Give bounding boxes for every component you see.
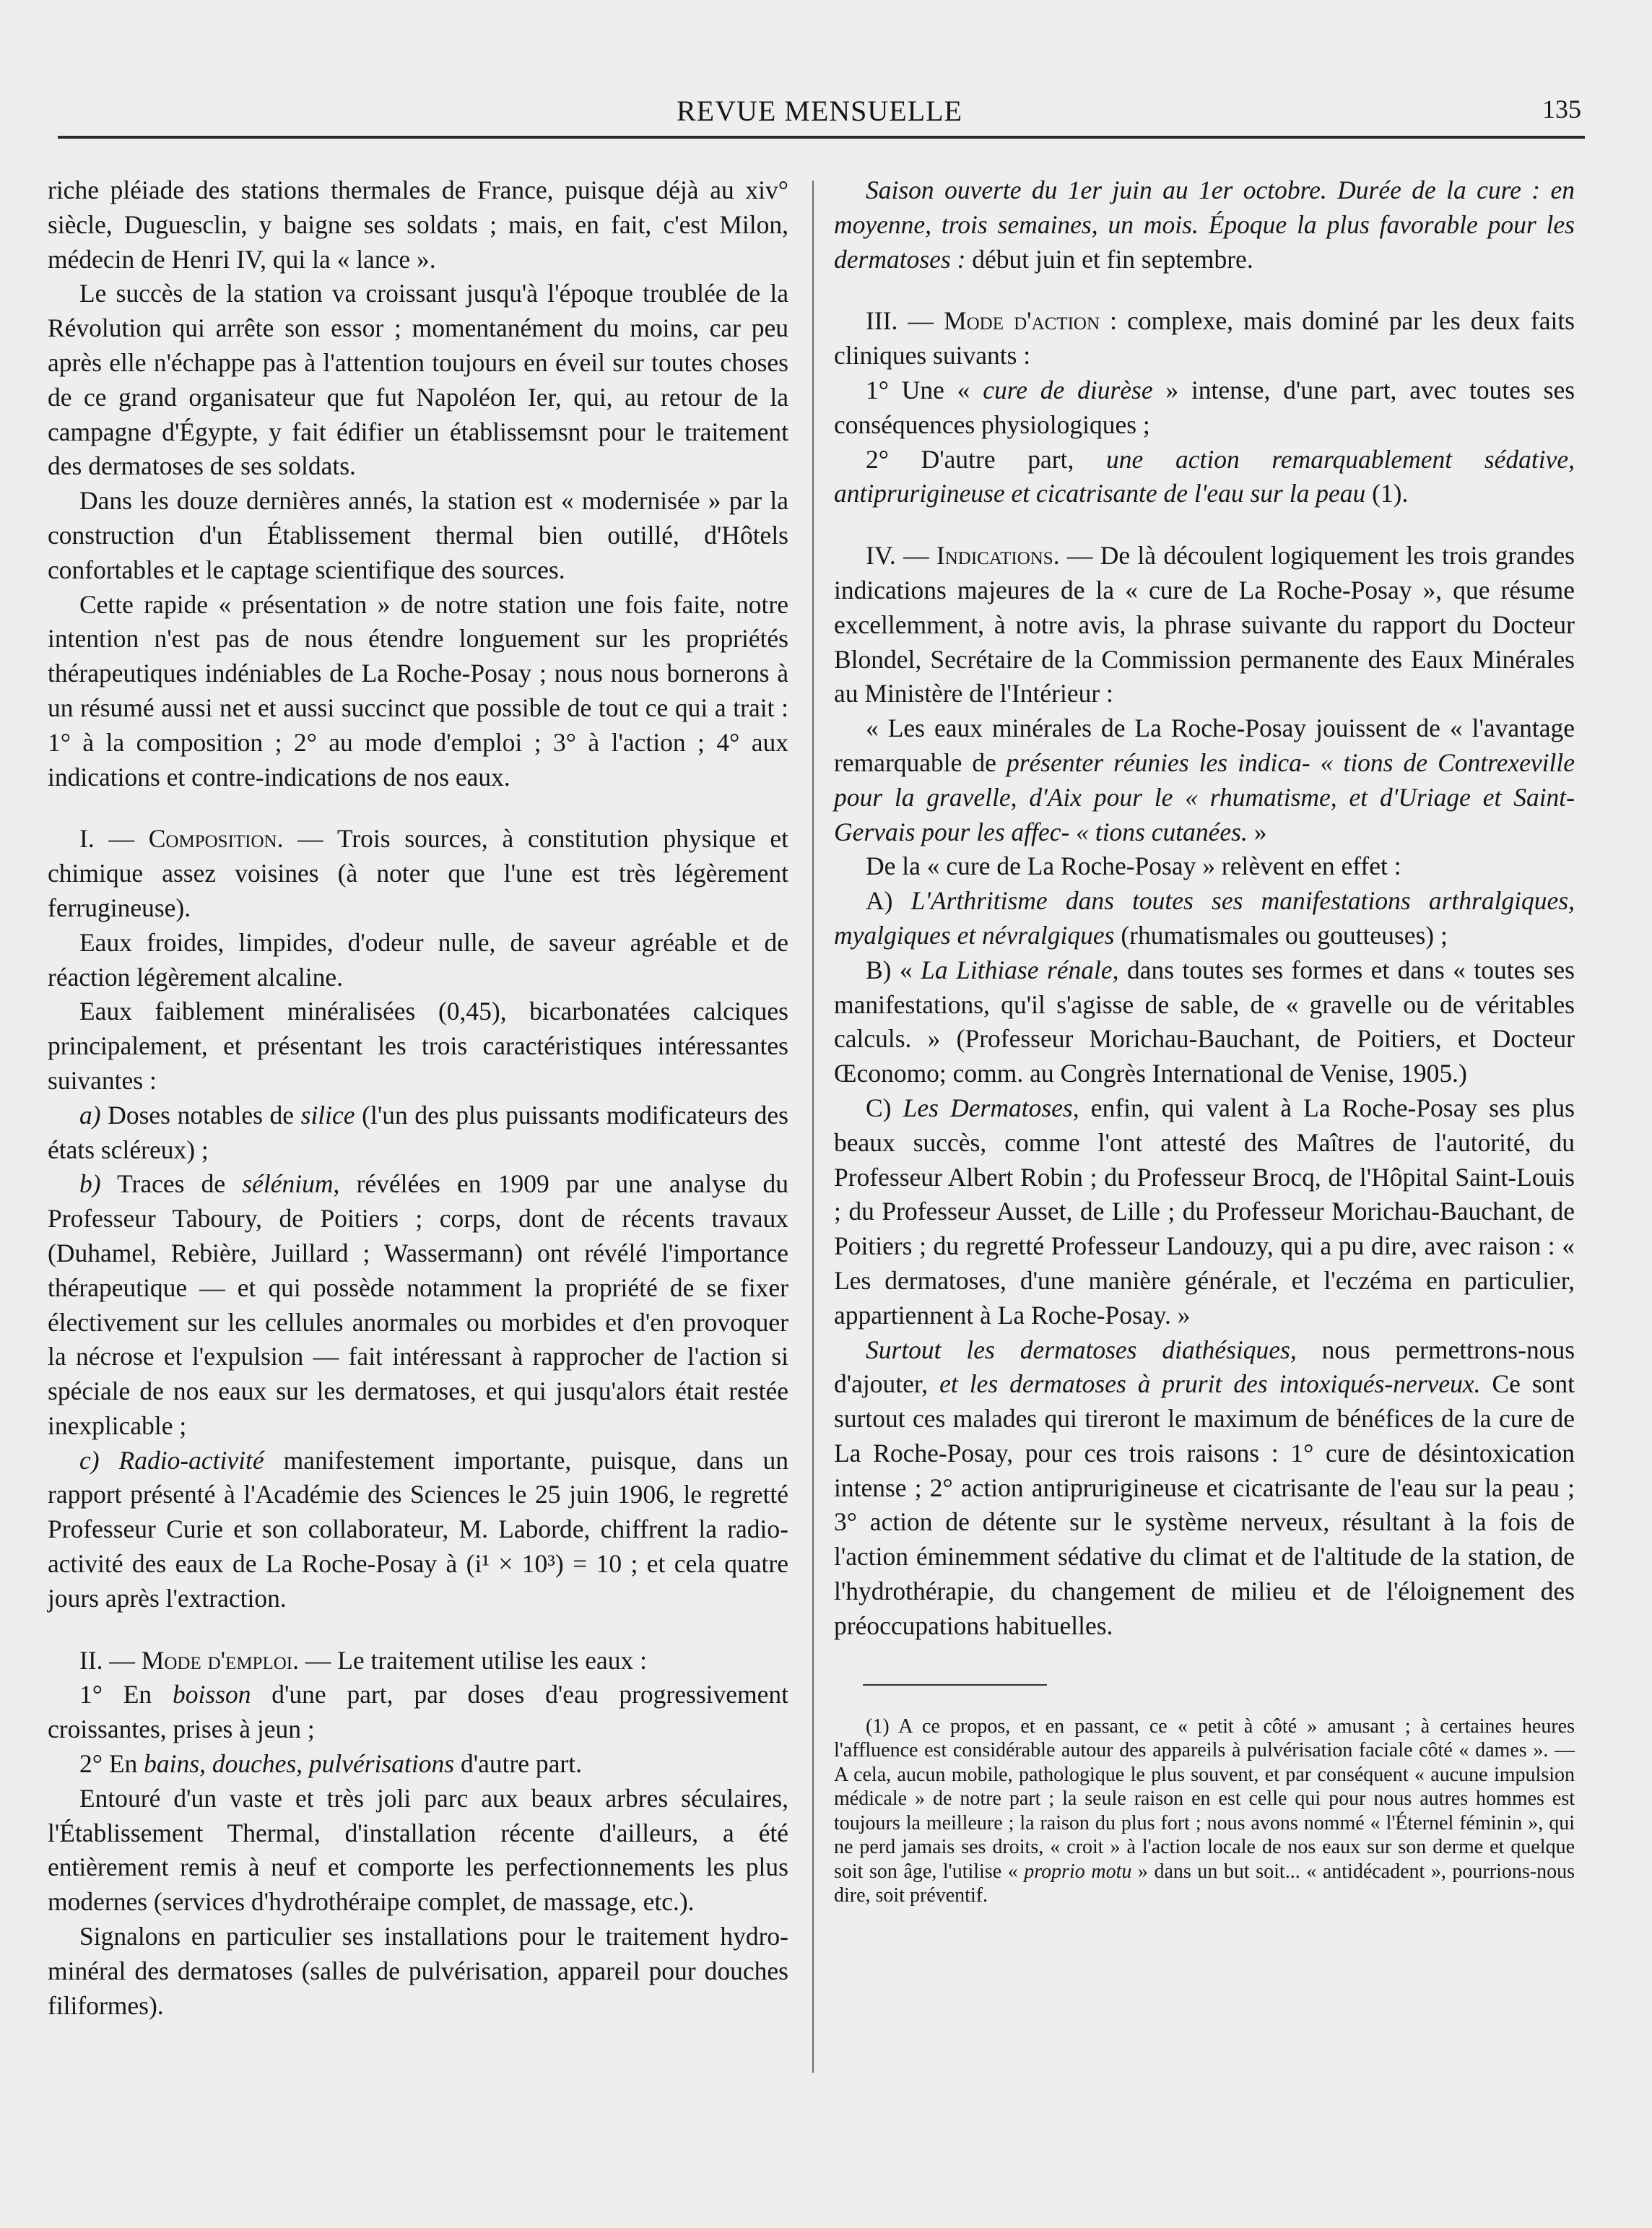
journal-title: REVUE MENSUELLE bbox=[676, 95, 963, 127]
section-heading: Indications. bbox=[936, 541, 1060, 571]
list-item: a) Doses notables de silice (l'un des plus puissants modificateurs des états scléreux) ; bbox=[48, 1100, 788, 1164]
list-item: 1° En boisson d'une part, par doses d'eau progressivement croissantes, prises à jeun ; bbox=[48, 1680, 788, 1744]
left-column bbox=[48, 173, 788, 2023]
list-item: B) « La Lithiase rénale, dans toutes ses formes et dans « toutes ses manifestations, qu'il s'agisse de sable, de « gravelle ou de véritables calculs. » (Professeur Morichau-Bauchant, de Poitiers, et Docteur Œconomo; comm. au Congrès International de Venise, 1905.) bbox=[834, 955, 1575, 1088]
column-divider bbox=[812, 181, 814, 2073]
list-item: 2° D'autre part, une action remarquablement sédative, antiprurigineuse et cicatrisante de l'eau sur la peau (1). bbox=[834, 444, 1575, 508]
paragraph: Cette rapide « présentation » de notre station une fois faite, notre intention n'est pas de nous étendre longuement sur les propriétés thérapeutiques indéniables de La Roche-Posay ; nous nous bornerons à un résumé aussi net et aussi succinct que possible de tout ce qui a trait : 1° à la composition ; 2° au mode d'emploi ; 3° à l'action ; 4° aux indications et contre-indications de nos eaux. bbox=[48, 589, 788, 792]
section-heading: Composition. bbox=[148, 824, 284, 854]
paragraph: Eaux froides, limpides, d'odeur nulle, de saveur agréable et de réaction légèrement alcaline. bbox=[48, 927, 788, 992]
list-item: 2° En bains, douches, pulvérisations d'autre part. bbox=[79, 1749, 582, 1779]
paragraph: Eaux faiblement minéralisées (0,45), bicarbonatées calciques principalement, et présentant les trois caractéristiques intéressantes suivantes : bbox=[48, 997, 788, 1095]
paragraph: riche pléiade des stations thermales de France, puisque déjà au xiv° siècle, Duguesclin, y baigne ses soldats ; mais, en fait, c'est Milon, médecin de Henri IV, qui la « lance ». bbox=[48, 175, 788, 274]
list-item: A) L'Arthritisme dans toutes ses manifestations arthralgiques, myalgiques et névralgiques (rhumatismales ou goutteuses) ; bbox=[834, 886, 1575, 950]
section-mode-action: III. — Mode d'action : complexe, mais dominé par les deux faits cliniques suivants : bbox=[834, 306, 1575, 370]
page-number: 135 bbox=[1542, 95, 1581, 123]
paragraph: Dans les douze dernières annés, la station est « modernisée » par la construction d'un Établissement thermal bien outillé, d'Hôtels confortables et le captage scientifique des sources. bbox=[48, 486, 788, 584]
season-paragraph: Saison ouverte du 1er juin au 1er octobre. Durée de la cure : en moyenne, trois semaines, un mois. Époque la plus favorable pour les dermatoses : début juin et fin septembre. bbox=[834, 175, 1575, 274]
footnote-rule bbox=[863, 1684, 1047, 1686]
section-heading: Mode d'emploi. bbox=[141, 1645, 299, 1675]
list-item: C) Les Dermatoses, enfin, qui valent à La Roche-Posay ses plus beaux succès, comme l'ont attesté des Maîtres de l'autorité, du Professeur Albert Robin ; du Professeur Brocq, de l'Hôpital Saint-Louis ; du Professeur Ausset, de Lille ; du Professeur Morichau-Bauchant, de Poitiers ; du regretté Professeur Landouzy, qui a pu dire, avec raison : « Les dermatoses, d'une manière générale, et l'eczéma en particulier, appartiennent à La Roche-Posay. » bbox=[834, 1093, 1575, 1330]
paragraph: Entouré d'un vaste et très joli parc aux beaux arbres séculaires, l'Établissement Thermal, d'installation récente d'ailleurs, a été entièrement remis à neuf et comporte les perfectionnements les plus modernes (services d'hydrothéraipe complet, de massage, etc.). bbox=[48, 1783, 788, 1917]
right-column bbox=[834, 173, 1575, 1908]
quotation: « Les eaux minérales de La Roche-Posay jouissent de « l'avantage remarquable de présenter réunies les indica- « tions de Contrexeville pour la gravelle, d'Aix pour le « rhumatisme, et d'Uriage et Saint-Gervais pour les affec- « tions cutanées. » bbox=[834, 714, 1575, 846]
list-item: 1° Une « cure de diurèse » intense, d'une part, avec toutes ses conséquences physiologiques ; bbox=[834, 375, 1575, 439]
paragraph: Surtout les dermatoses diathésiques, nous permettrons-nous d'ajouter, et les dermatoses à prurit des intoxiqués-nerveux. Ce sont surtout ces malades qui tireront le maximum de bénéfices de la cure de La Roche-Posay, pour ces trois raisons : 1° cure de désintoxication intense ; 2° action antiprurigineuse et cicatrisante de l'eau sur la peau ; 3° action de détente sur le système nerveux, résultant à la fois de l'action éminemment sédative du climat et de l'altitude de la station, de l'hydrothérapie, du changement de milieu et de l'éloignement des préoccupations habituelles. bbox=[834, 1335, 1575, 1640]
section-mode-emploi: II. — Mode d'emploi. — Le traitement utilise les eaux : bbox=[79, 1645, 648, 1675]
page-header bbox=[58, 94, 1581, 137]
paragraph: Signalons en particulier ses installations pour le traitement hydro-minéral des dermatoses (salles de pulvérisation, appareil pour douches filiformes). bbox=[48, 1922, 788, 2020]
footnote: (1) A ce propos, et en passant, ce « petit à côté » amusant ; à certaines heures l'affluence est considérable autour des appareils à pulvérisation faciale côté « dames ». — A cela, aucun mobile, pathologique le plus souvent, et par conséquent « aucune impulsion médicale » de notre part ; la seule raison en est celle qui pour nous autres hommes est toujours la meilleure ; la raison du plus fort ; nous avons nommé « l'Éternel féminin », qui ne perd jamais ses droits, « croit » à l'action locale de nos eaux sur son derme et quelque soit son âge, l'utilise « proprio motu » dans un but soit... « antidécadent », pourrions-nous dire, soit préventif. bbox=[834, 1715, 1575, 1907]
section-composition: I. — Composition. — Trois sources, à constitution physique et chimique assez voisines (à noter que l'une est très légèrement ferrugineuse). bbox=[48, 824, 788, 922]
paragraph: De la « cure de La Roche-Posay » relèvent en effet : bbox=[866, 851, 1401, 881]
section-indications: IV. — Indications. — De là découlent logiquement les trois grandes indications majeures de la « cure de La Roche-Posay », que résume excellemment, à notre avis, la phrase suivante du rapport du Docteur Blondel, Secrétaire de la Commission permanente des Eaux Minérales au Ministère de l'Intérieur : bbox=[834, 541, 1575, 708]
paragraph: Le succès de la station va croissant jusqu'à l'époque troublée de la Révolution qui arrête son essor ; momentanément du moins, car peu après elle n'échappe pas à l'attention toujours en éveil sur toutes choses de ce grand organisateur que fut Napoléon Ier, qui, au retour de la campagne d'Égypte, y fait édifier un établissemsnt pour le traitement des dermatoses de ses soldats. bbox=[48, 279, 788, 481]
list-item: b) Traces de sélénium, révélées en 1909 par une analyse du Professeur Taboury, de Poitiers ; corps, dont de récents travaux (Duhamel, Rebière, Juillard ; Wassermann) ont révélé l'importance thérapeutique — et qui possède notamment la propriété de se fixer électivement sur les cellules anormales ou morbides et d'en provoquer la nécrose et l'expulsion — fait intéressant à rapprocher de l'action si spéciale de nos eaux sur les dermatoses, et qui jusqu'alors était restée inexplicable ; bbox=[48, 1169, 788, 1440]
section-heading: Mode d'action bbox=[944, 306, 1100, 336]
header-rule bbox=[58, 136, 1585, 139]
list-item: c) Radio-activité manifestement importante, puisque, dans un rapport présenté à l'Académie des Sciences le 25 juin 1906, le regretté Professeur Curie et son collaborateur, M. Laborde, chiffrent la radio-activité des eaux de La Roche-Posay à (i¹ × 10³) = 10 ; et cela quatre jours après l'extraction. bbox=[48, 1445, 788, 1613]
